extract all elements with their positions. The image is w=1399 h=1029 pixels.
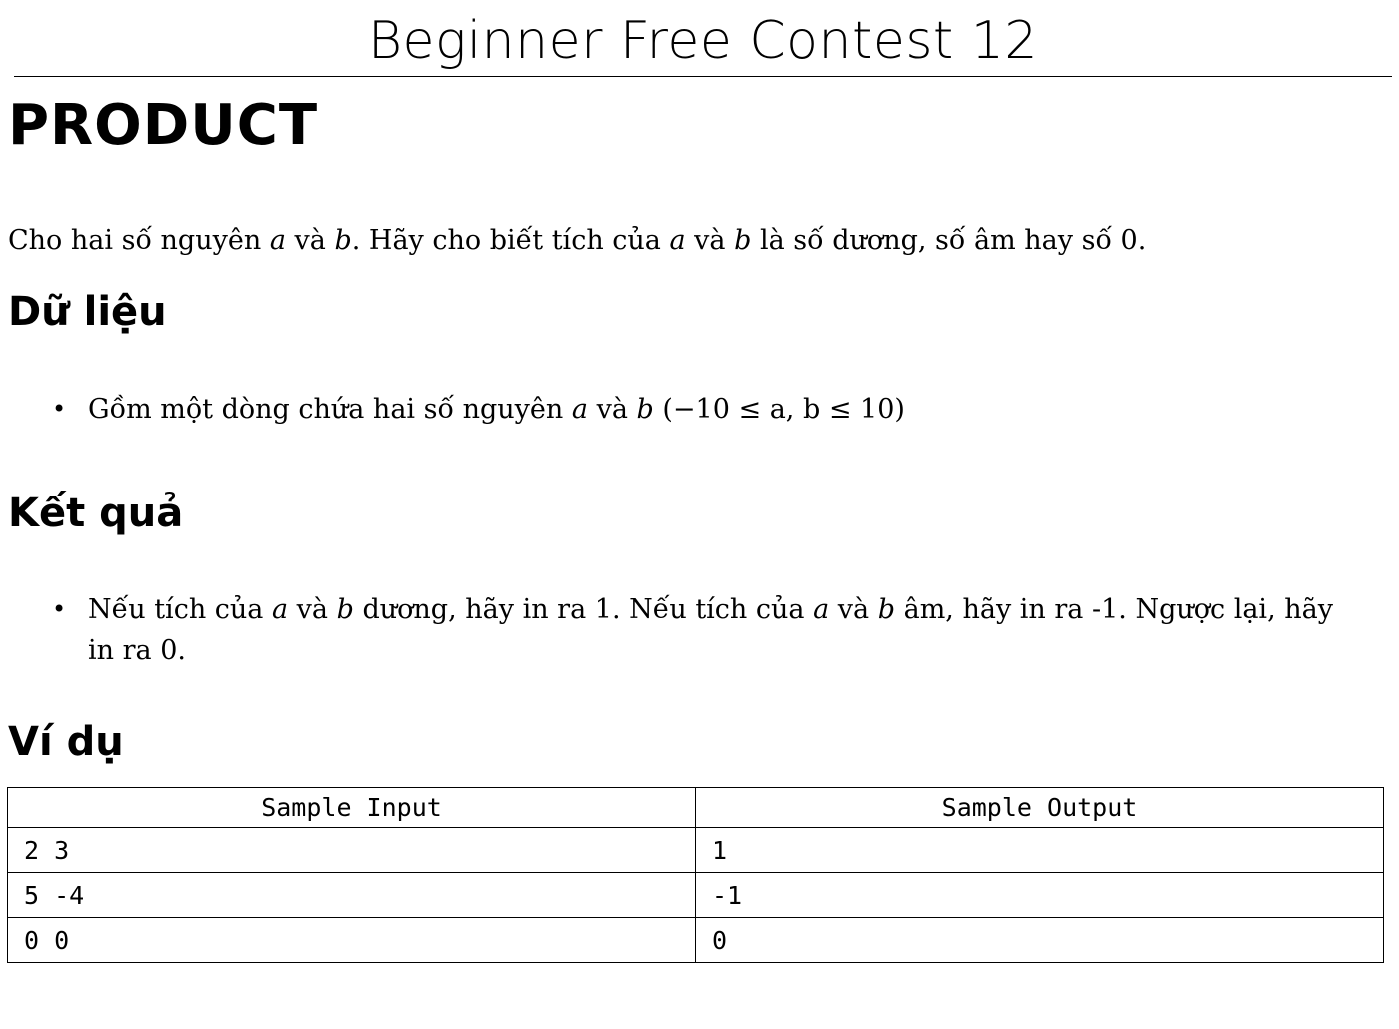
bullet-text: âm, hãy in ra -1. Ngược lại, hãy <box>895 594 1333 625</box>
bullet-text: và <box>288 594 337 625</box>
sample-input-cell: 0 0 <box>8 918 696 963</box>
table-row <box>8 828 1384 873</box>
input-heading: Dữ liệu <box>8 289 167 335</box>
bullet-text: dương, hãy in ra 1. Nếu tích của <box>353 594 814 625</box>
contest-title: Beginner Free Contest 12 <box>367 11 1039 71</box>
bullet-icon: • <box>52 395 67 423</box>
input-constraint: (−10 ≤ a, b ≤ 10) <box>662 394 905 425</box>
math-var-a: a <box>813 594 830 625</box>
problem-title: PRODUCT <box>8 93 319 158</box>
sample-output-cell: -1 <box>696 873 1384 918</box>
table-row <box>8 918 1384 963</box>
sample-table <box>7 787 1384 963</box>
math-var-b: b <box>734 225 752 256</box>
input-bullet-item <box>52 389 1372 430</box>
output-bullet-item <box>52 589 1392 671</box>
math-var-b: b <box>636 394 654 425</box>
math-var-a: a <box>571 394 588 425</box>
statement-text: và <box>285 225 335 256</box>
output-description <box>88 589 1333 671</box>
bullet-text: Nếu tích của <box>88 594 272 625</box>
math-var-b: b <box>334 225 352 256</box>
bullet-text: và <box>829 594 878 625</box>
statement-text: và <box>685 225 735 256</box>
math-var-a: a <box>669 225 686 256</box>
sample-input-cell: 5 -4 <box>8 873 696 918</box>
statement-text: Cho hai số nguyên <box>8 225 270 256</box>
bullet-text: và <box>587 394 637 425</box>
column-header-input: Sample Input <box>8 788 696 828</box>
column-header-output: Sample Output <box>696 788 1384 828</box>
sample-output-cell: 0 <box>696 918 1384 963</box>
bullet-icon: • <box>52 595 67 623</box>
math-var-b: b <box>877 594 896 625</box>
math-var-a: a <box>269 225 286 256</box>
output-heading: Kết quả <box>8 490 184 536</box>
sample-input-cell: 2 3 <box>8 828 696 873</box>
bullet-text: in ra 0. <box>88 635 186 666</box>
math-var-a: a <box>271 594 289 625</box>
statement-text: . Hãy cho biết tích của <box>351 225 670 256</box>
input-description <box>88 389 905 430</box>
table-header-row <box>8 788 1384 828</box>
math-var-b: b <box>336 594 354 625</box>
examples-heading: Ví dụ <box>8 719 124 765</box>
sample-output-cell: 1 <box>696 828 1384 873</box>
bullet-text: Gồm một dòng chứa hai số nguyên <box>88 394 572 425</box>
statement-text: là số dương, số âm hay số 0. <box>751 225 1147 256</box>
table-row <box>8 873 1384 918</box>
problem-statement <box>8 220 1146 262</box>
header-divider <box>14 76 1392 77</box>
